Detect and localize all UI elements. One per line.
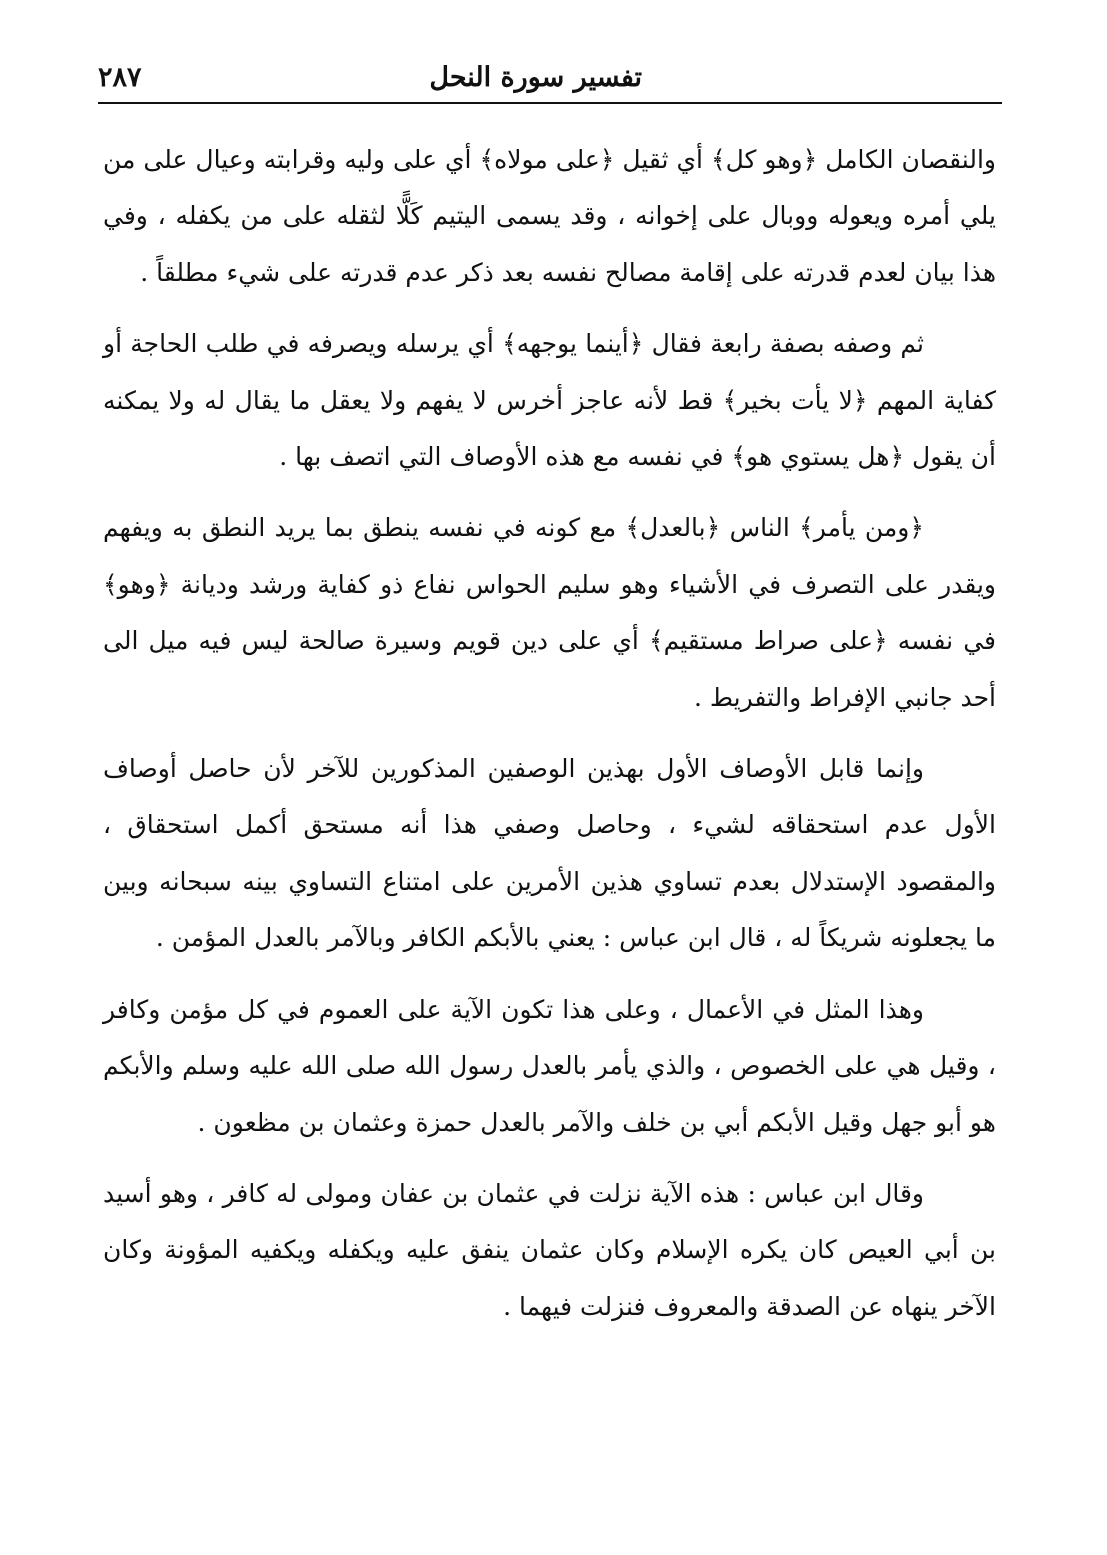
running-header — [98, 58, 1002, 102]
page-number: ٢٨٧ — [98, 62, 142, 93]
paragraph-5: وهذا المثل في الأعمال ، وعلى هذا تكون الآية على العموم في كل مؤمن وكافر ، وقيل هي على الخصوص ، والذي يأمر بالعدل رسول الله صلى الله عليه وسلم والأبكم هو أبو جهل وقيل الأبكم أبي بن خلف والآمر بالعدل حمزة وعثمان بن مظعون . — [103, 994, 996, 1137]
body-text — [103, 132, 996, 1350]
paragraph-1: والنقصان الكامل ﴿وهو كل﴾ أي ثقيل ﴿على مولاه﴾ أي على وليه وقرابته وعيال على من يلي أمره ويعوله ووبال على إخوانه ، وقد يسمى اليتيم كَلًّا لثقله على من يكفله ، وفي هذا بيان لعدم قدرته على إقامة مصالح نفسه بعد ذكر عدم قدرته على شيء مطلقاً . — [103, 145, 996, 287]
paragraph-6: وقال ابن عباس : هذه الآية نزلت في عثمان بن عفان ومولى له كافر ، وهو أسيد بن أبي العيص كان يكره الإسلام وكان عثمان ينفق عليه ويكفله ويكفيه المؤونة وكان الآخر ينهاه عن الصدقة والمعروف فنزلت فيهما . — [103, 1178, 996, 1321]
paragraph-2: ثم وصفه بصفة رابعة فقال ﴿أينما يوجهه﴾ أي يرسله ويصرفه في طلب الحاجة أو كفاية المهم ﴿لا يأت بخير﴾ قط لأنه عاجز أخرس لا يفهم ولا يعقل ما يقال له ولا يمكنه أن يقول ﴿هل يستوي هو﴾ في نفسه مع هذه الأوصاف التي اتصف بها . — [103, 329, 996, 472]
header-rule — [98, 102, 1002, 104]
paragraph-4: وإنما قابل الأوصاف الأول بهذين الوصفين المذكورين للآخر لأن حاصل أوصاف الأول عدم استحقاقه لشيء ، وحاصل وصفي هذا أنه مستحق أكمل استحقاق ، والمقصود الإستدلال بعدم تساوي هذين الأمرين على امتناع التساوي بينه سبحانه وبين ما يجعلونه شريكاً له ، قال ابن عباس : يعني بالأبكم الكافر وبالآمر بالعدل المؤمن . — [103, 754, 996, 953]
header-title: تفسير سورة النحل — [429, 62, 642, 93]
paragraph-3: ﴿ومن يأمر﴾ الناس ﴿بالعدل﴾ مع كونه في نفسه ينطق بما يريد النطق به ويفهم ويقدر على التصرف في الأشياء وهو سليم الحواس نفاع ذو كفاية ورشد وديانة ﴿وهو﴾ في نفسه ﴿على صراط مستقيم﴾ أي على دين قويم وسيرة صالحة ليس فيه ميل الى أحد جانبي الإفراط والتفريط . — [103, 513, 996, 712]
